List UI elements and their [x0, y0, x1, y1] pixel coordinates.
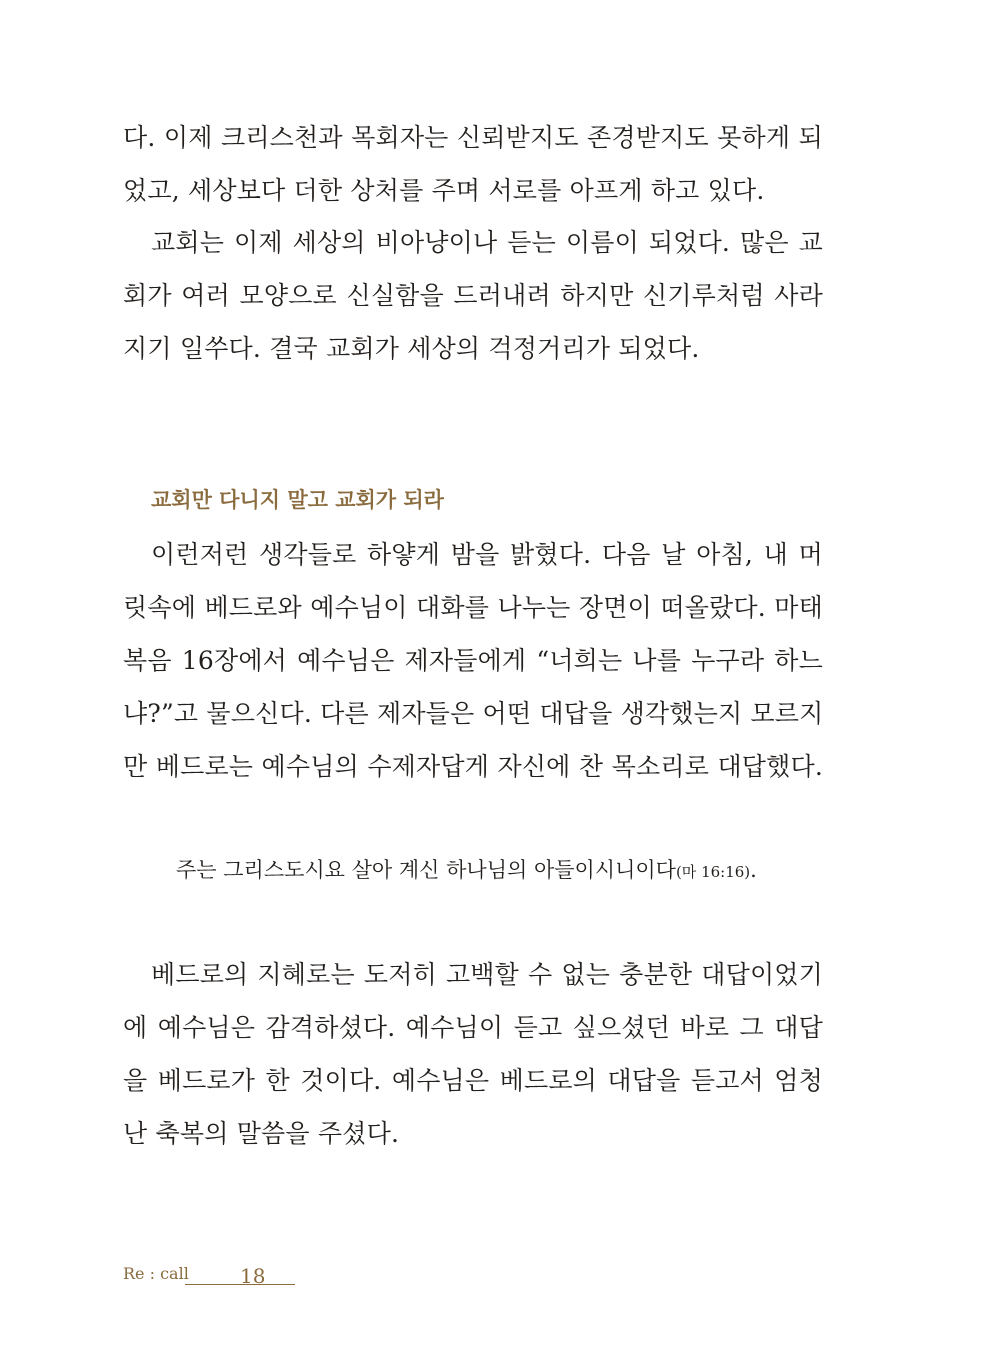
paragraph-line: 었고, 세상보다 더한 상처를 주며 서로를 아프게 하고 있다. — [123, 176, 765, 205]
paragraph-4 — [123, 948, 823, 1160]
paragraph-1 — [123, 111, 823, 217]
paragraph-3 — [123, 528, 823, 793]
paragraph-line: 을 베드로가 한 것이다. 예수님은 베드로의 대답을 듣고서 엄청 — [123, 1066, 823, 1095]
quote-reference: (마 16:16) — [675, 863, 751, 881]
quote-end: . — [750, 858, 757, 882]
paragraph-line: 회가 여러 모양으로 신실함을 드러내려 하지만 신기루처럼 사라 — [123, 281, 823, 310]
paragraph-line: 다. 이제 크리스천과 목회자는 신뢰받지도 존경받지도 못하게 되 — [123, 123, 823, 152]
paragraph-line: 릿속에 베드로와 예수님이 대화를 나누는 장면이 떠올랐다. 마태 — [123, 593, 823, 622]
page-number: 18 — [240, 1264, 266, 1288]
scripture-quote — [176, 848, 757, 894]
paragraph-line: 에 예수님은 감격하셨다. 예수님이 듣고 싶으셨던 바로 그 대답 — [123, 1013, 823, 1042]
paragraph-line: 복음 16장에서 예수님은 제자들에게 “너희는 나를 누구라 하느 — [123, 646, 823, 675]
page-footer — [123, 1262, 323, 1292]
paragraph-line: 교회는 이제 세상의 비아냥이나 듣는 이름이 되었다. 많은 교 — [151, 228, 823, 257]
paragraph-line: 냐?”고 물으신다. 다른 제자들은 어떤 대답을 생각했는지 모르지 — [123, 699, 824, 728]
paragraph-line: 베드로의 지혜로는 도저히 고백할 수 없는 충분한 대답이었기 — [151, 960, 823, 989]
quote-text: 주는 그리스도시요 살아 계신 하나님의 아들이시니이다 — [176, 858, 676, 882]
paragraph-line: 이런저런 생각들로 하얗게 밤을 밝혔다. 다음 날 아침, 내 머 — [151, 540, 823, 569]
paragraph-line: 만 베드로는 예수님의 수제자답게 자신에 찬 목소리로 대답했다. — [123, 752, 823, 781]
paragraph-line: 난 축복의 말씀을 주셨다. — [123, 1119, 400, 1148]
paragraph-line: 지기 일쑤다. 결국 교회가 세상의 걱정거리가 되었다. — [123, 334, 700, 363]
paragraph-2 — [123, 216, 823, 375]
section-heading: 교회만 다니지 말고 교회가 되라 — [151, 488, 444, 512]
book-title: Re : call — [123, 1264, 189, 1283]
